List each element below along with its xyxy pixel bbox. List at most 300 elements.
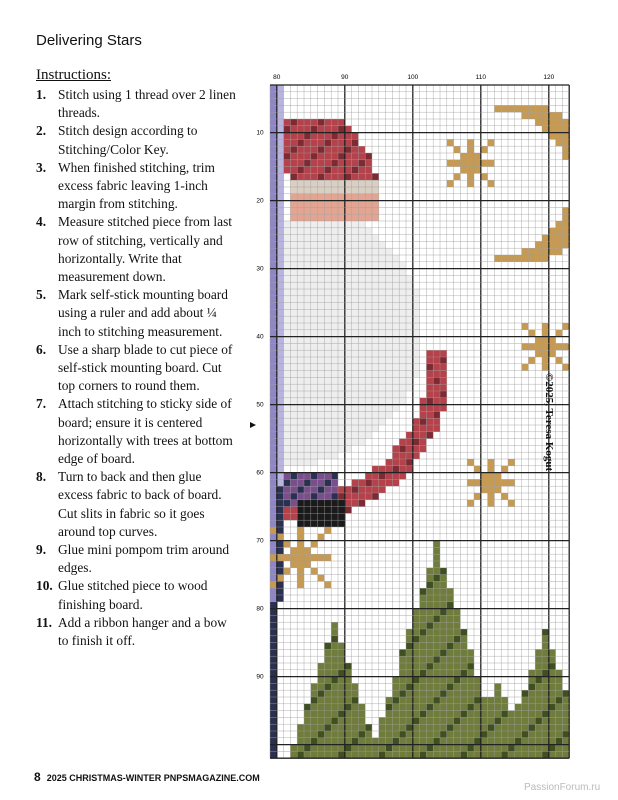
stitch-cell: [542, 670, 549, 677]
stitch-cell: [297, 554, 304, 561]
stitch-cell: [277, 194, 284, 201]
stitch-cell: [494, 738, 501, 745]
stitch-cell: [338, 194, 345, 201]
stitch-cell: [515, 255, 522, 262]
stitch-cell: [392, 309, 399, 316]
stitch-cell: [338, 146, 345, 153]
stitch-cell: [515, 711, 522, 718]
stitch-cell: [290, 452, 297, 459]
stitch-cell: [304, 500, 311, 507]
stitch-cell: [365, 493, 372, 500]
stitch-cell: [392, 731, 399, 738]
stitch-cell: [290, 214, 297, 221]
stitch-cell: [556, 724, 563, 731]
stitch-cell: [528, 112, 535, 119]
stitch-cell: [488, 479, 495, 486]
stitch-cell: [324, 513, 331, 520]
stitch-cell: [542, 337, 549, 344]
stitch-cell: [297, 167, 304, 174]
stitch-cell: [413, 350, 420, 357]
stitch-cell: [542, 323, 549, 330]
stitch-cell: [433, 350, 440, 357]
stitch-cell: [290, 201, 297, 208]
stitch-cell: [440, 745, 447, 752]
stitch-cell: [324, 153, 331, 160]
stitch-cell: [454, 615, 461, 622]
stitch-cell: [562, 697, 569, 704]
stitch-cell: [474, 745, 481, 752]
stitch-cell: [345, 255, 352, 262]
stitch-cell: [413, 418, 420, 425]
stitch-cell: [331, 629, 338, 636]
stitch-cell: [372, 398, 379, 405]
stitch-cell: [454, 724, 461, 731]
stitch-cell: [284, 500, 291, 507]
stitch-cell: [426, 643, 433, 650]
stitch-cell: [406, 717, 413, 724]
stitch-cell: [494, 255, 501, 262]
row-label: 60: [256, 469, 264, 477]
stitch-cell: [426, 656, 433, 663]
stitch-cell: [270, 99, 277, 106]
stitch-cell: [345, 731, 352, 738]
stitch-cell: [311, 201, 318, 208]
stitch-cell: [501, 466, 508, 473]
stitch-cell: [542, 105, 549, 112]
stitch-cell: [413, 309, 420, 316]
stitch-cell: [304, 711, 311, 718]
stitch-cell: [413, 445, 420, 452]
stitch-cell: [352, 296, 359, 303]
stitch-cell: [345, 262, 352, 269]
step-text: Turn to back and then glue excess fabric to back of board. Cut slits in fabric so it goes around top curves.: [58, 469, 222, 539]
stitch-cell: [474, 167, 481, 174]
stitch-cell: [297, 411, 304, 418]
step-number: 2.: [36, 123, 47, 139]
stitch-cell: [549, 683, 556, 690]
stitch-cell: [318, 337, 325, 344]
stitch-cell: [324, 194, 331, 201]
stitch-cell: [352, 160, 359, 167]
stitch-cell: [358, 214, 365, 221]
stitch-cell: [297, 507, 304, 514]
stitch-cell: [556, 711, 563, 718]
stitch-cell: [331, 731, 338, 738]
stitch-cell: [324, 663, 331, 670]
stitch-cell: [413, 745, 420, 752]
stitch-cell: [460, 629, 467, 636]
stitch-cell: [270, 738, 277, 745]
stitch-cell: [352, 391, 359, 398]
stitch-cell: [304, 411, 311, 418]
stitch-cell: [501, 724, 508, 731]
stitch-cell: [304, 377, 311, 384]
stitch-cell: [372, 479, 379, 486]
stitch-cell: [318, 486, 325, 493]
stitch-cell: [494, 479, 501, 486]
stitch-cell: [284, 350, 291, 357]
stitch-cell: [277, 391, 284, 398]
stitch-cell: [277, 350, 284, 357]
stitch-cell: [318, 289, 325, 296]
stitch-cell: [331, 194, 338, 201]
stitch-cell: [365, 309, 372, 316]
stitch-cell: [535, 690, 542, 697]
stitch-cell: [528, 697, 535, 704]
stitch-cell: [338, 690, 345, 697]
stitch-cell: [413, 337, 420, 344]
stitch-cell: [549, 133, 556, 140]
stitch-cell: [549, 670, 556, 677]
stitch-cell: [542, 724, 549, 731]
stitch-cell: [277, 228, 284, 235]
stitch-cell: [352, 207, 359, 214]
stitch-cell: [324, 207, 331, 214]
stitch-cell: [331, 656, 338, 663]
stitch-cell: [318, 309, 325, 316]
stitch-cell: [467, 717, 474, 724]
stitch-cell: [358, 738, 365, 745]
stitch-cell: [270, 371, 277, 378]
stitch-cell: [426, 568, 433, 575]
stitch-cell: [433, 568, 440, 575]
stitch-cell: [270, 418, 277, 425]
stitch-cell: [440, 663, 447, 670]
stitch-cell: [290, 139, 297, 146]
stitch-cell: [406, 724, 413, 731]
stitch-cell: [290, 303, 297, 310]
stitch-cell: [284, 513, 291, 520]
stitch-cell: [549, 751, 556, 758]
stitch-cell: [331, 173, 338, 180]
stitch-cell: [372, 296, 379, 303]
step-text: Attach stitching to sticky side of board; ensure it is centered horizontally with trees at bottom edge of board.: [58, 396, 233, 467]
stitch-cell: [562, 690, 569, 697]
stitch-cell: [277, 466, 284, 473]
stitch-cell: [447, 602, 454, 609]
stitch-cell: [515, 731, 522, 738]
stitch-cell: [420, 418, 427, 425]
stitch-cell: [433, 377, 440, 384]
stitch-cell: [297, 228, 304, 235]
stitch-cell: [542, 697, 549, 704]
stitch-cell: [562, 751, 569, 758]
stitch-cell: [556, 139, 563, 146]
stitch-cell: [379, 330, 386, 337]
stitch-cell: [270, 724, 277, 731]
stitch-cell: [338, 745, 345, 752]
stitch-cell: [413, 452, 420, 459]
stitch-cell: [386, 262, 393, 269]
stitch-cell: [297, 575, 304, 582]
stitch-cell: [392, 384, 399, 391]
stitch-cell: [290, 275, 297, 282]
stitch-cell: [528, 357, 535, 364]
stitch-cell: [528, 704, 535, 711]
stitch-cell: [399, 445, 406, 452]
stitch-cell: [488, 139, 495, 146]
stitch-cell: [426, 432, 433, 439]
stitch-cell: [386, 343, 393, 350]
stitch-cell: [284, 269, 291, 276]
stitch-cell: [372, 411, 379, 418]
stitch-cell: [413, 677, 420, 684]
stitch-cell: [304, 167, 311, 174]
stitch-cell: [535, 343, 542, 350]
stitch-cell: [311, 316, 318, 323]
stitch-cell: [488, 180, 495, 187]
stitch-cell: [270, 547, 277, 554]
stitch-cell: [358, 711, 365, 718]
stitch-cell: [277, 112, 284, 119]
stitch-cell: [562, 711, 569, 718]
stitch-cell: [277, 119, 284, 126]
stitch-cell: [386, 697, 393, 704]
stitch-cell: [345, 439, 352, 446]
stitch-cell: [406, 656, 413, 663]
stitch-cell: [413, 683, 420, 690]
stitch-cell: [270, 85, 277, 92]
stitch-cell: [297, 153, 304, 160]
stitch-cell: [522, 690, 529, 697]
stitch-cell: [392, 466, 399, 473]
stitch-cell: [338, 296, 345, 303]
stitch-cell: [297, 303, 304, 310]
stitch-cell: [345, 316, 352, 323]
stitch-cell: [352, 303, 359, 310]
stitch-cell: [488, 500, 495, 507]
stitch-cell: [399, 466, 406, 473]
stitch-cell: [392, 459, 399, 466]
stitch-cell: [406, 751, 413, 758]
stitch-cell: [460, 731, 467, 738]
stitch-cell: [467, 173, 474, 180]
stitch-cell: [372, 275, 379, 282]
stitch-cell: [352, 697, 359, 704]
stitch-cell: [460, 643, 467, 650]
stitch-cell: [352, 357, 359, 364]
stitch-cell: [277, 173, 284, 180]
stitch-cell: [318, 452, 325, 459]
stitch-cell: [290, 160, 297, 167]
stitch-cell: [372, 303, 379, 310]
stitch-cell: [433, 711, 440, 718]
stitch-cell: [440, 677, 447, 684]
stitch-cell: [270, 507, 277, 514]
stitch-cell: [406, 452, 413, 459]
stitch-cell: [304, 479, 311, 486]
stitch-cell: [488, 717, 495, 724]
stitch-cell: [386, 704, 393, 711]
stitch-cell: [345, 309, 352, 316]
stitch-cell: [304, 180, 311, 187]
stitch-cell: [277, 146, 284, 153]
stitch-cell: [311, 493, 318, 500]
stitch-cell: [372, 371, 379, 378]
stitch-cell: [365, 180, 372, 187]
stitch-cell: [290, 411, 297, 418]
stitch-cell: [399, 738, 406, 745]
stitch-cell: [270, 343, 277, 350]
stitch-cell: [528, 731, 535, 738]
stitch-cell: [345, 167, 352, 174]
stitch-cell: [535, 255, 542, 262]
stitch-cell: [311, 146, 318, 153]
stitch-cell: [284, 241, 291, 248]
stitch-cell: [338, 357, 345, 364]
stitch-cell: [392, 711, 399, 718]
stitch-cell: [528, 738, 535, 745]
stitch-cell: [365, 343, 372, 350]
stitch-cell: [358, 173, 365, 180]
stitch-cell: [345, 697, 352, 704]
stitch-cell: [338, 711, 345, 718]
stitch-cell: [386, 316, 393, 323]
stitch-cell: [270, 194, 277, 201]
stitch-cell: [447, 609, 454, 616]
stitch-cell: [324, 139, 331, 146]
stitch-cell: [399, 357, 406, 364]
stitch-cell: [311, 357, 318, 364]
stitch-cell: [365, 228, 372, 235]
stitch-cell: [311, 554, 318, 561]
stitch-cell: [352, 432, 359, 439]
stitch-cell: [284, 153, 291, 160]
stitch-cell: [297, 547, 304, 554]
stitch-cell: [345, 194, 352, 201]
stitch-cell: [331, 452, 338, 459]
stitch-cell: [345, 289, 352, 296]
stitch-cell: [318, 228, 325, 235]
stitch-cell: [345, 663, 352, 670]
stitch-cell: [467, 180, 474, 187]
stitch-cell: [331, 289, 338, 296]
stitch-cell: [290, 384, 297, 391]
stitch-cell: [501, 479, 508, 486]
stitch-cell: [352, 269, 359, 276]
stitch-cell: [331, 717, 338, 724]
stitch-cell: [290, 146, 297, 153]
stitch-cell: [352, 724, 359, 731]
stitch-cell: [338, 343, 345, 350]
stitch-cell: [270, 275, 277, 282]
stitch-cell: [290, 269, 297, 276]
stitch-cell: [290, 507, 297, 514]
stitch-cell: [284, 568, 291, 575]
stitch-cell: [420, 670, 427, 677]
stitch-cell: [549, 228, 556, 235]
stitch-cell: [352, 323, 359, 330]
stitch-cell: [290, 255, 297, 262]
stitch-cell: [413, 432, 420, 439]
stitch-cell: [420, 711, 427, 718]
stitch-cell: [433, 588, 440, 595]
stitch-cell: [331, 269, 338, 276]
stitch-cell: [331, 683, 338, 690]
stitch-cell: [324, 180, 331, 187]
stitch-cell: [494, 704, 501, 711]
stitch-cell: [297, 330, 304, 337]
step-number: 11.: [36, 614, 52, 630]
stitch-cell: [324, 704, 331, 711]
stitch-cell: [284, 309, 291, 316]
row-label: 40: [256, 333, 264, 341]
stitch-cell: [392, 350, 399, 357]
stitch-cell: [270, 153, 277, 160]
stitch-cell: [454, 173, 461, 180]
stitch-cell: [358, 384, 365, 391]
stitch-cell: [399, 663, 406, 670]
stitch-cell: [358, 343, 365, 350]
stitch-cell: [365, 418, 372, 425]
stitch-cell: [345, 139, 352, 146]
stitch-cell: [406, 330, 413, 337]
stitch-cell: [399, 745, 406, 752]
stitch-cell: [304, 452, 311, 459]
stitch-cell: [290, 405, 297, 412]
stitch-cell: [277, 126, 284, 133]
step-text: Add a ribbon hanger and a bow to finish it off.: [58, 614, 227, 649]
stitch-cell: [277, 500, 284, 507]
stitch-cell: [501, 738, 508, 745]
stitch-cell: [277, 534, 284, 541]
stitch-cell: [345, 704, 352, 711]
stitch-cell: [318, 575, 325, 582]
stitch-cell: [311, 248, 318, 255]
stitch-cell: [311, 139, 318, 146]
stitch-cell: [549, 717, 556, 724]
stitch-cell: [379, 466, 386, 473]
stitch-cell: [447, 649, 454, 656]
stitch-cell: [372, 262, 379, 269]
stitch-cell: [454, 160, 461, 167]
stitch-cell: [447, 724, 454, 731]
cross-stitch-chart: [246, 68, 578, 768]
stitch-cell: [358, 160, 365, 167]
stitch-cell: [501, 751, 508, 758]
stitch-cell: [556, 704, 563, 711]
stitch-cell: [338, 235, 345, 242]
stitch-cell: [358, 717, 365, 724]
column-label: 90: [341, 74, 349, 81]
stitch-cell: [324, 432, 331, 439]
stitch-cell: [399, 398, 406, 405]
stitch-cell: [481, 751, 488, 758]
stitch-cell: [413, 357, 420, 364]
stitch-cell: [345, 146, 352, 153]
stitch-cell: [277, 588, 284, 595]
stitch-cell: [284, 425, 291, 432]
stitch-cell: [290, 751, 297, 758]
stitch-cell: [345, 201, 352, 208]
stitch-cell: [426, 663, 433, 670]
stitch-cell: [297, 520, 304, 527]
stitch-cell: [365, 398, 372, 405]
stitch-cell: [290, 371, 297, 378]
stitch-cell: [386, 296, 393, 303]
stitch-cell: [318, 411, 325, 418]
stitch-cell: [304, 173, 311, 180]
stitch-cell: [318, 201, 325, 208]
stitch-cell: [440, 649, 447, 656]
stitch-cell: [304, 717, 311, 724]
stitch-cell: [433, 554, 440, 561]
stitch-cell: [324, 745, 331, 752]
stitch-cell: [331, 255, 338, 262]
stitch-cell: [297, 180, 304, 187]
stitch-cell: [365, 479, 372, 486]
stitch-cell: [386, 398, 393, 405]
